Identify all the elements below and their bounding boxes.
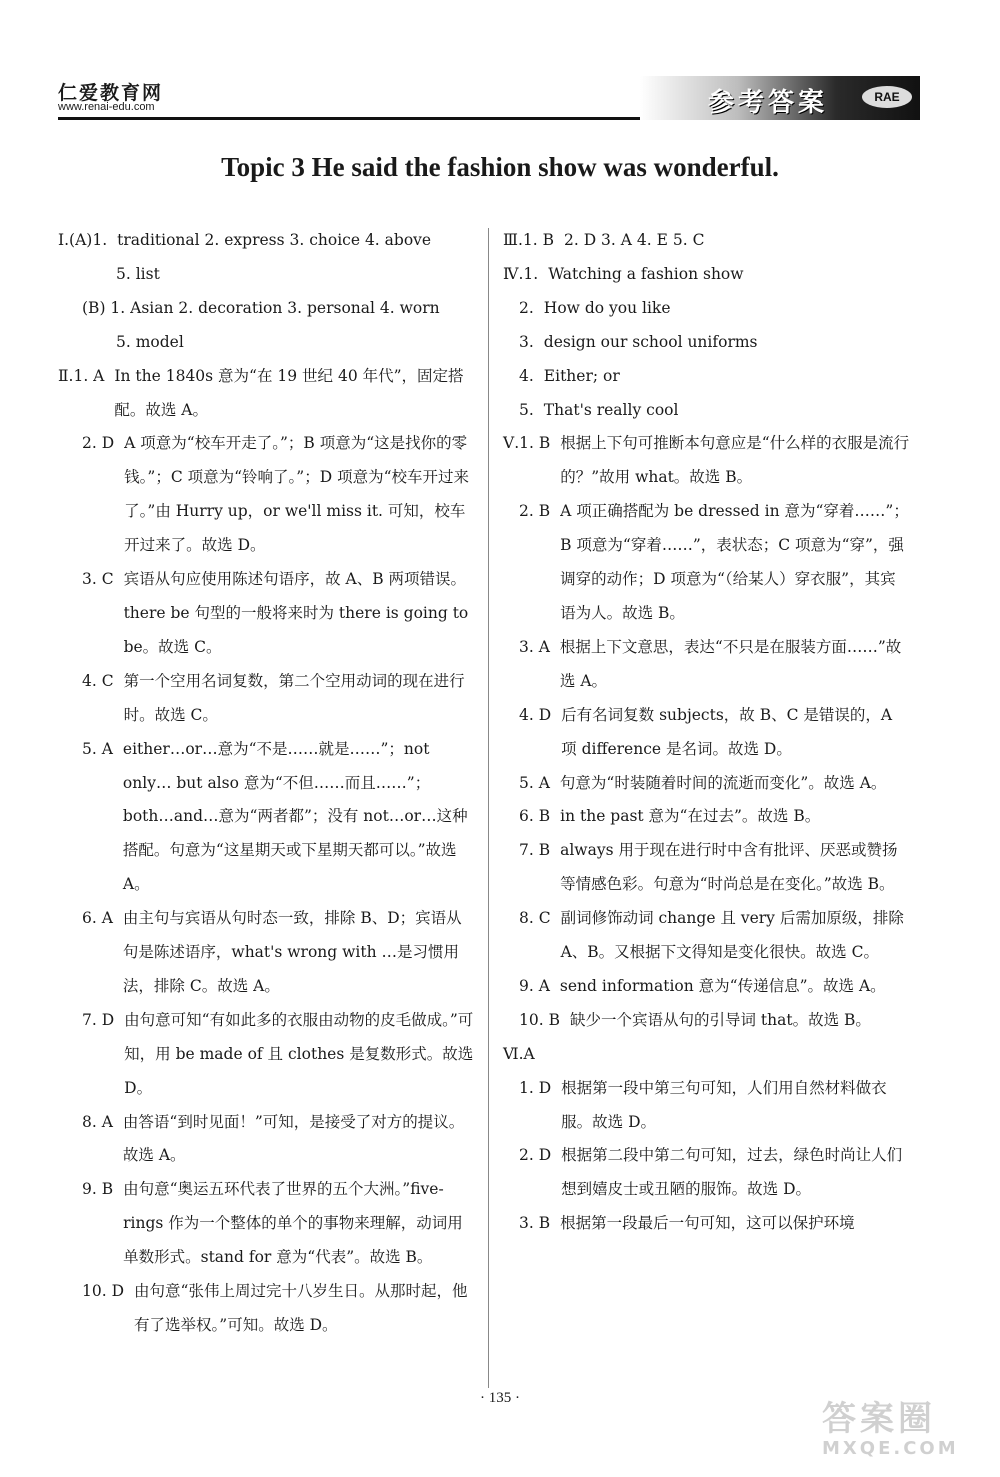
item-label: Ⅵ.A	[503, 1044, 535, 1063]
item-text: 5. list	[116, 264, 160, 283]
answer-item	[58, 1004, 476, 1106]
item-text: 5. model	[116, 332, 184, 351]
item-label: 9. B	[82, 1180, 114, 1199]
answer-item	[503, 1004, 911, 1038]
item-label: 3. A	[519, 637, 550, 656]
item-label: 2.	[519, 298, 534, 317]
item-text: either…or…意为“不是……就是……”；not only… but also 意为“不但……而且……”；both…and…意为“两者都”；没有 not…or…这种搭配。句意为“这星期天或下星期天都可以。”故选 A。	[122, 739, 468, 894]
answer-item	[58, 665, 476, 733]
item-text: send information 意为“传递信息”。故选 A。	[559, 976, 886, 995]
item-text: traditional 2. express 3. choice 4. above	[117, 231, 432, 249]
item-text: 由句意可知“有如此多的衣服由动物的皮毛做成。”可知，用 be made of 且 clothes 是复数形式。故选 D。	[124, 1010, 474, 1097]
answer-item	[58, 326, 476, 360]
answer-item	[58, 427, 476, 563]
watermark-sub: MXQE.COM	[822, 1438, 959, 1459]
item-text: 由答语“到时见面！”可知，是接受了对方的提议。故选 A。	[122, 1112, 465, 1165]
answer-item	[503, 326, 911, 360]
item-text: 缺少一个宾语从句的引导词 that。故选 B。	[569, 1010, 871, 1029]
answer-item	[58, 902, 476, 1004]
item-text: 由句意“张伟上周过完十八岁生日。从那时起，他有了选举权。”可知。故选 D。	[134, 1282, 468, 1334]
item-text: 后有名词复数 subjects，故 B、C 是错误的，A 项 difference 是名词。故选 D。	[561, 705, 893, 758]
answer-item	[503, 1207, 911, 1241]
item-text: 根据第一段中第三句可知，人们用自然材料做衣服。故选 D。	[561, 1078, 887, 1131]
item-text: 副词修饰动词 change 且 very 后需加原级，排除 A、B。又根据下文得知是变化很快。故选 C。	[560, 909, 904, 962]
item-text: 句意为“时装随着时间的流逝而变化”。故选 A。	[559, 773, 887, 792]
answer-item	[58, 563, 476, 665]
answer-item	[503, 394, 911, 428]
item-text: 2. D 3. A 4. E 5. C	[563, 231, 705, 249]
item-text	[545, 1038, 911, 1072]
item-label: 5.	[519, 400, 534, 419]
answer-item	[58, 733, 476, 903]
answer-item	[503, 631, 911, 699]
answer-item	[503, 1038, 911, 1072]
item-text: 由主句与宾语从句时态一致，排除 B、D；宾语从句是陈述语序，what's wrong with …是习惯用法，排除 C。故选 A。	[122, 909, 462, 995]
item-text: Watching a fashion show	[548, 264, 744, 283]
answer-item	[503, 834, 911, 902]
item-text: 第一个空用名词复数，第二个空用动词的现在进行时。故选 C。	[123, 671, 465, 724]
answer-item	[58, 1173, 476, 1275]
item-label: 5. A	[82, 739, 113, 758]
answer-item	[503, 767, 911, 801]
item-text: In the 1840s 意为“在 19 世纪 40 年代”，固定搭配。故选 A。	[114, 366, 464, 419]
item-label: Ⅴ.1. B	[503, 434, 551, 453]
item-text: 根据第二段中第二句可知，过去，绿色时尚让人们想到嬉皮士或丑陋的服饰。故选 D。	[561, 1146, 903, 1199]
answer-item	[58, 1106, 476, 1174]
item-label: 8. C	[519, 909, 551, 928]
page-number: · 135 ·	[480, 1390, 520, 1406]
watermark-main: 答案圈	[822, 1399, 936, 1439]
item-label: 9. A	[519, 976, 550, 995]
answer-item	[503, 360, 911, 394]
item-text: 根据上下文意思，表达“不只是在服装方面……”故选 A。	[559, 637, 902, 690]
item-label: Ⅲ.1. B	[503, 231, 554, 249]
answer-item	[503, 258, 911, 292]
item-label: 7. B	[519, 841, 551, 860]
item-text: 由句意“奥运五环代表了世界的五个大洲。”five-rings 作为一个整体的单个的事物来理解，动词用单数形式。stand for 意为“代表”。故选 B。	[123, 1180, 463, 1267]
item-label: Ⅳ.1.	[503, 264, 539, 283]
answer-item	[503, 292, 911, 326]
answer-item	[503, 224, 911, 258]
item-label: 7. D	[82, 1010, 115, 1029]
section-label: 参考答案	[708, 88, 829, 118]
item-text: always 用于现在进行时中含有批评、厌恶或赞扬等情感色彩。句意为“时尚总是在变化。”故选 B。	[560, 841, 898, 894]
answer-item	[503, 1072, 911, 1140]
item-label: 6. A	[82, 909, 113, 928]
item-label: 10. D	[82, 1282, 125, 1301]
answer-item	[503, 902, 911, 970]
site-url: www.renai-edu.com	[58, 101, 155, 113]
item-label: 2. D	[82, 434, 115, 453]
item-label: 4. D	[519, 705, 552, 724]
item-label: 3. B	[519, 1214, 551, 1233]
item-label: 2. B	[519, 502, 551, 521]
item-label: Ⅱ.1. A	[58, 366, 105, 385]
answer-column-right	[503, 224, 911, 1241]
watermark	[822, 1400, 982, 1472]
item-text: (B) 1. Asian 2. decoration 3. personal 4. worn	[82, 298, 440, 317]
item-text: 根据第一段最后一句可知，这可以保护环境	[560, 1214, 855, 1233]
item-text: A 项意为“校车开走了。”；B 项意为“这是找你的零钱。”；C 项意为“铃响了。”；D 项意为“校车开过来了。”由 Hurry up，or we'll miss it. 可知，校车开过来了。故选 D。	[124, 434, 469, 555]
answer-item	[58, 360, 476, 428]
item-text: Either; or	[543, 366, 620, 385]
page-header	[0, 0, 1000, 130]
item-label: 4. C	[82, 671, 114, 690]
answer-item	[503, 427, 911, 495]
answer-item	[503, 800, 911, 834]
item-label: 3. C	[82, 570, 114, 589]
item-label: 4.	[519, 366, 534, 385]
page-title: Topic 3 He said the fashion show was wonderful.	[221, 152, 779, 182]
item-label: 8. A	[82, 1112, 113, 1131]
item-text: That's really cool	[543, 400, 679, 419]
item-text: How do you like	[543, 298, 671, 317]
item-label: 10. B	[519, 1010, 560, 1029]
answer-item	[58, 258, 476, 292]
item-label: 6. B	[519, 807, 551, 826]
item-text: design our school uniforms	[543, 332, 758, 351]
answer-item	[503, 1139, 911, 1207]
site-name: 仁爱教育网	[58, 82, 164, 104]
answer-item	[58, 224, 476, 258]
rae-logo-icon: RAE	[862, 86, 912, 108]
answer-item	[503, 699, 911, 767]
item-label: 5. A	[519, 773, 550, 792]
item-label: Ⅰ.(A)1.	[58, 231, 108, 249]
item-text: 根据上下句可推断本句意应是“什么样的衣服是流行的？”故用 what。故选 B。	[560, 434, 910, 487]
item-label: 2. D	[519, 1146, 552, 1165]
answer-item	[503, 495, 911, 631]
answer-column-left	[58, 224, 476, 1343]
item-text: A 项正确搭配为 be dressed in 意为“穿着……”；B 项意为“穿着……”，表状态；C 项意为“穿”，强调穿的动作；D 项意为“（给某人）穿衣服”，其宾语为人。故选 B。	[560, 502, 909, 622]
item-label: 1. D	[519, 1078, 552, 1097]
answer-item	[503, 970, 911, 1004]
answer-item	[58, 292, 476, 326]
column-divider	[488, 228, 489, 1388]
item-text: in the past 意为“在过去”。故选 B。	[560, 807, 821, 826]
answer-item	[58, 1275, 476, 1343]
item-label: 3.	[519, 332, 534, 351]
item-text: 宾语从句应使用陈述句语序，故 A、B 两项错误。there be 句型的一般将来时为 there is going to be。故选 C。	[123, 570, 469, 656]
